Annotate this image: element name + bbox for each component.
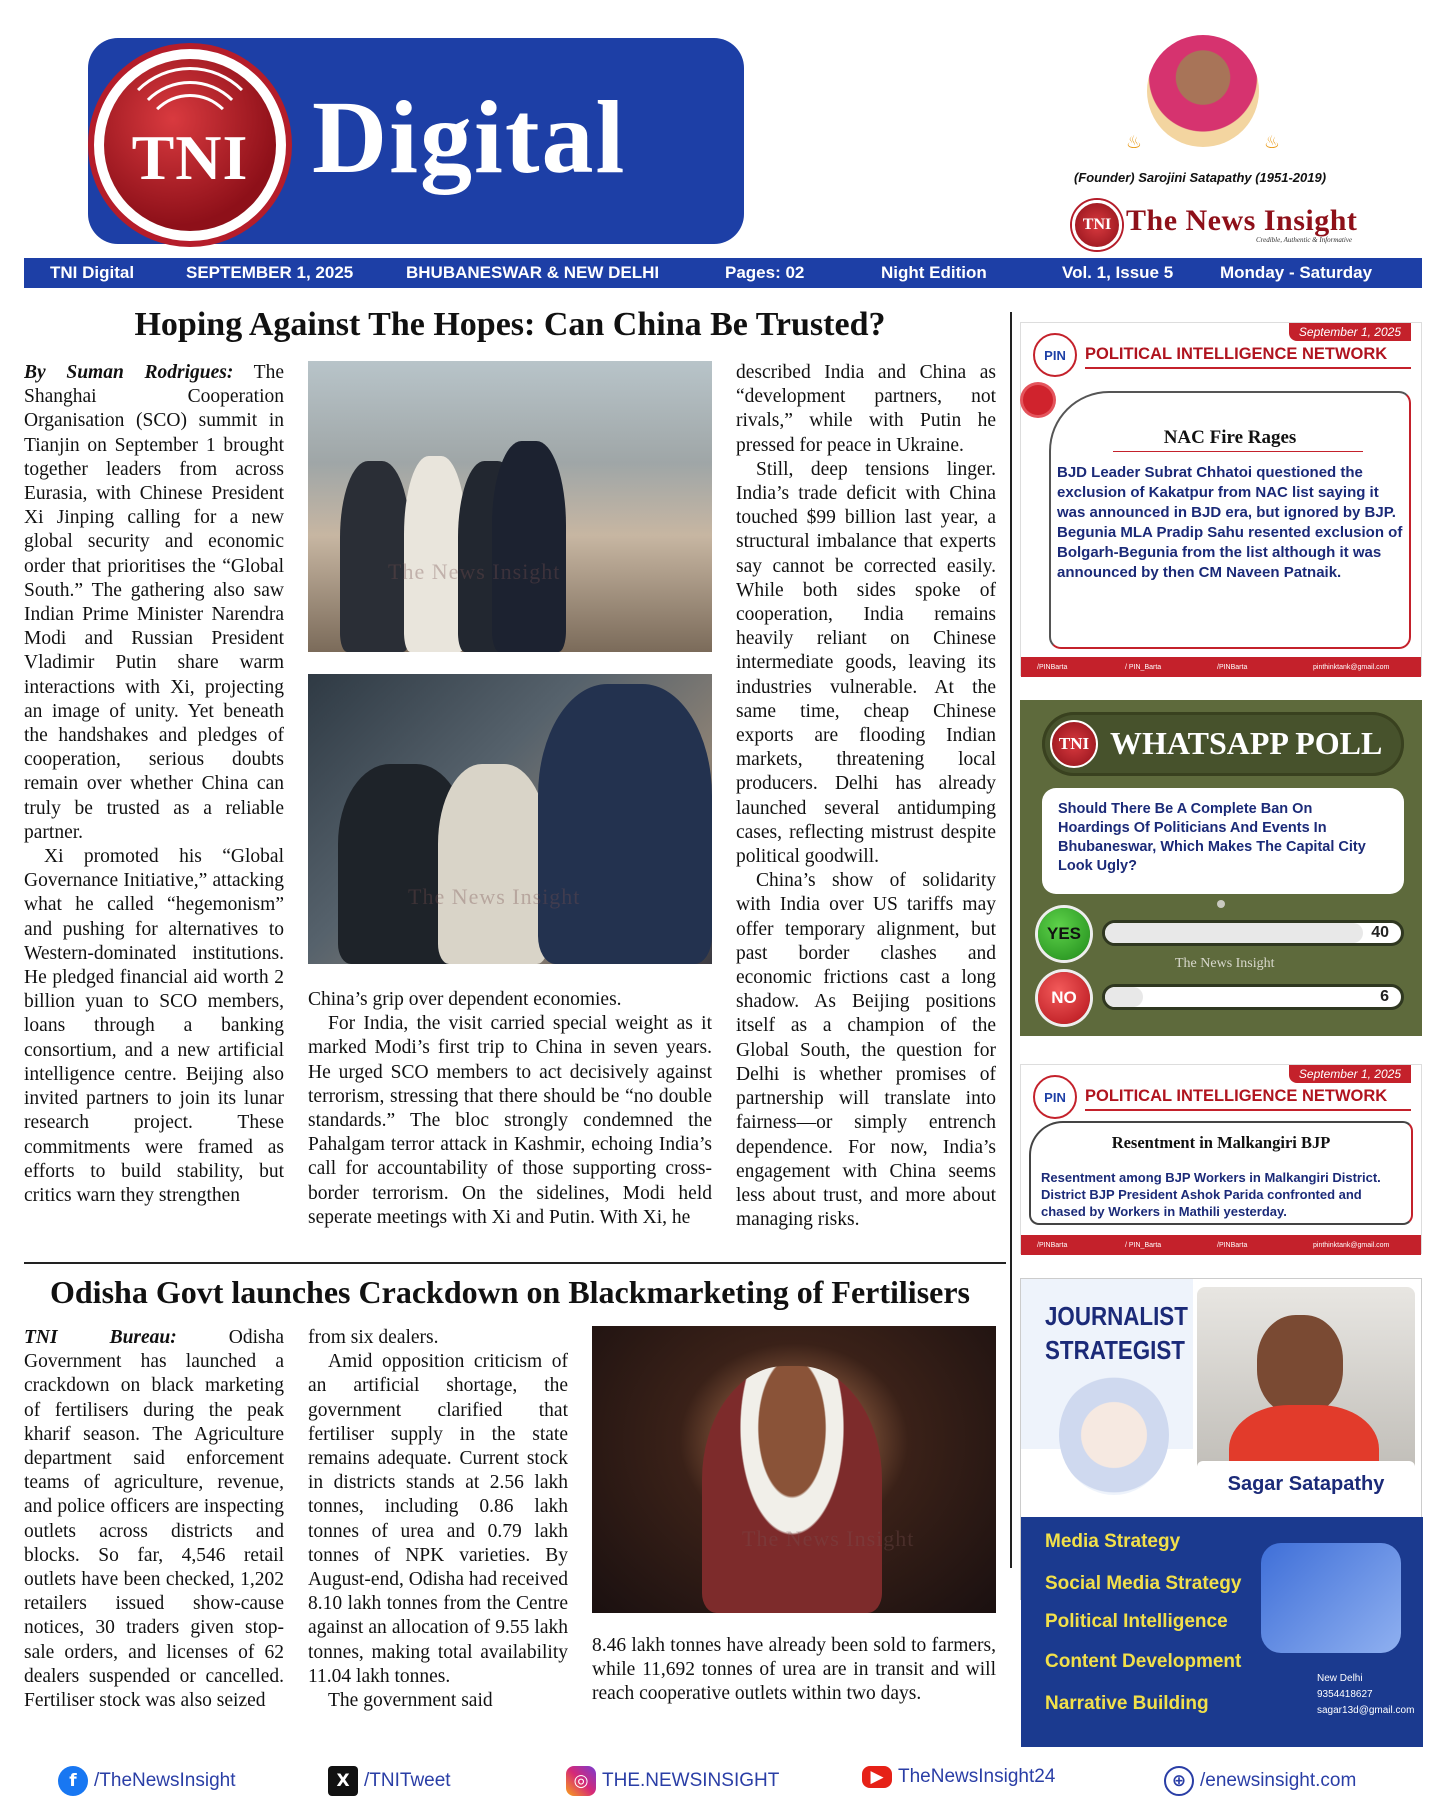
pin-underline — [1085, 367, 1411, 369]
article2-col2 — [308, 1326, 568, 1730]
pin-footer-email[interactable]: pinthinktank@gmail.com — [1313, 1241, 1390, 1249]
article1-col3-p2: Still, deep tensions linger. India’s trade deficit with China touched $99 billion last year, a structural imbalance that experts say cannot be corrected easily. While both sides spoke of cooperation, India remains heavily reliant on Chinese intermediate goods, leaving its industries vulnerable. At the same time, cheap Chinese exports are flooding Indian markets, threatening local producers. Delhi has already launched several antidumping cases, reflecting mistrust despite political goodwill. — [736, 458, 996, 868]
article2-byline: TNI Bureau: — [24, 1327, 177, 1348]
diya-lamp-icon: ♨ — [1263, 132, 1281, 153]
pin-footer-linkedin[interactable]: /PINBarta — [1217, 1241, 1248, 1249]
info-name: TNI Digital — [50, 263, 135, 282]
whatsapp-poll — [1020, 700, 1422, 1036]
ad-email: sagar13d@gmail.com — [1317, 1705, 1415, 1716]
pin-date: September 1, 2025 — [1289, 323, 1411, 341]
poll-question: Should There Be A Complete Ban On Hoardings Of Politicians And Events In Bhubaneswar, Which Makes The Capital City Look Ugly? — [1042, 788, 1404, 894]
pin-logo: PIN — [1033, 1075, 1077, 1119]
pin-body: Resentment among BJP Workers in Malkangiri District. District BJP President Ashok Parida confronted and chased by Workers in Mathili yesterday. — [1041, 1170, 1381, 1219]
article1-headline: Hoping Against The Hopes: Can China Be Trusted? — [134, 306, 886, 343]
summit-photo-walking — [308, 361, 712, 652]
ad-service-1: Media Strategy — [1045, 1531, 1181, 1552]
footer-website[interactable] — [1164, 1766, 1356, 1796]
article1-byline: By Suman Rodrigues: — [24, 362, 234, 383]
poll-yes-bar — [1102, 920, 1404, 946]
article2-col3-p1: 8.46 lakh tonnes have already been sold to farmers, while 11,692 tonnes of urea are in transit and will reach cooperative outlets within two days. — [592, 1635, 996, 1705]
globe-icon: ⊕ — [1164, 1766, 1194, 1796]
article1-col3-p3: China’s show of solidarity with India over US tariffs may offer temporary alignment, but past border clashes and economic frictions cast a long shadow. As Beijing positions itself as a champion of the Global South, the question for Delhi is whether promises of partnership will translate into fairness—or simply entrench dependence. For now, India’s engagement with China seems less about trust, and more about managing risks. — [736, 870, 996, 1231]
poll-no-bar — [1102, 984, 1404, 1010]
poll-yes-fill — [1105, 923, 1363, 943]
pin-footer-x[interactable]: / PIN_Barta — [1125, 1241, 1162, 1249]
facebook-icon: f — [58, 1766, 88, 1796]
poll-title: WHATSAPP POLL — [1110, 725, 1383, 761]
logo-text: TNI — [131, 122, 249, 193]
poll-dot-icon — [1217, 900, 1225, 908]
poll-no-button[interactable]: NO — [1038, 972, 1090, 1024]
footer-youtube-label: TheNewsInsight24 — [898, 1766, 1056, 1787]
footer-twitter-label: /TNITweet — [364, 1770, 451, 1791]
ad-location: New Delhi — [1317, 1673, 1363, 1684]
ad-name: Sagar Satapathy — [1197, 1461, 1415, 1507]
poll-watermark: The News Insight — [1175, 956, 1275, 971]
info-date: SEPTEMBER 1, 2025 — [186, 263, 354, 282]
info-pages: Pages: 02 — [725, 263, 805, 282]
poll-no-fill — [1105, 987, 1143, 1007]
x-icon: X — [328, 1766, 358, 1796]
social-footer — [0, 1758, 1440, 1798]
pin-footer-facebook[interactable]: /PINBarta — [1037, 1241, 1068, 1249]
pin-headline: Resentment in Malkangiri BJP — [1111, 1133, 1331, 1152]
brand-wordmark: The News Insight — [1126, 204, 1358, 237]
photo-watermark: The News Insight — [408, 884, 581, 909]
article1-col1-p2: Xi promoted his “Global Governance Initiative,” attacking what he called “hegemonism” and pushing for alternatives to Western-dominated institutions. He pledged financial aid worth 2 billion yuan to SCO members, loans through a banking consortium, and a new artificial intelligence centre. Beijing also invited partners to join its lunar research project. These commitments were framed as efforts to build stability, but critics warn they strengthen — [24, 846, 284, 1206]
ad-service-2: Social Media Strategy — [1045, 1573, 1242, 1594]
pin-underline — [1085, 1109, 1411, 1111]
article1-col1-p1: The Shanghai Cooperation Organisation (SCO) summit in Tianjin on September 1 brought together leaders from across Eurasia, with Chinese President Xi Jinping calling for a new global security and economic order that prioritises the “Global South.” The gathering also saw Indian Prime Minister Narendra Modi and Russian President Vladimir Putin share warm interactions with Xi, projecting an image of unity. Yet beneath the handshakes and pledges of cooperation, serious doubts remain over whether China can truly be trusted as a reliable partner. — [24, 362, 284, 843]
ad-service-5: Narrative Building — [1045, 1693, 1209, 1714]
photo-watermark: The News Insight — [388, 559, 561, 584]
pin-logo: PIN — [1033, 333, 1077, 377]
edition-info-bar — [24, 258, 1422, 288]
summit-photo-handshake — [308, 674, 712, 964]
pin-date: September 1, 2025 — [1289, 1065, 1411, 1083]
article2-headline: Odisha Govt launches Crackdown on Blackmarketing of Fertilisers — [49, 1274, 970, 1310]
pin-network-title: POLITICAL INTELLIGENCE NETWORK — [1085, 345, 1388, 363]
article2-col1 — [24, 1326, 284, 1730]
poll-tni-logo: TNI — [1050, 720, 1098, 768]
footer-facebook[interactable] — [58, 1766, 236, 1796]
poll-no-count: 6 — [1380, 988, 1389, 1005]
article1-col2-p2: For India, the visit carried special weight as it marked Modi’s first trip to China in seven years. He urged SCO members to act decisively against terrorism, stressing that there should be “no double standards.” The bloc strongly condemned the Pahalgam terror attack in Kashmir, echoing India’s call for accountability of those supporting cross- border terrorism. On the sidelines, Modi held seperate meetings with Xi and Putin. With Xi, he — [308, 1013, 712, 1228]
pin-news-card-2 — [1020, 1064, 1422, 1254]
info-location: BHUBANESWAR & NEW DELHI — [406, 263, 660, 282]
article1-col1 — [24, 361, 284, 1253]
pin-footer — [1021, 1235, 1421, 1255]
footer-instagram-label: THE.NEWSINSIGHT — [602, 1770, 780, 1791]
article1-col2-p1: China’s grip over dependent economies. — [308, 989, 622, 1010]
poll-yes-count: 40 — [1371, 924, 1389, 941]
pin-footer — [1021, 657, 1421, 677]
footer-website-label: /enewsinsight.com — [1200, 1770, 1357, 1791]
info-days: Monday - Saturday — [1220, 263, 1373, 282]
article2-col2-p2: Amid opposition criticism of an artificial shortage, the government clarified that fertiliser supply in the state remains adequate. Current stock in districts stands at 2.56 lakh tonnes, including 0.86 lakh tonnes of urea and 0.79 lakh tonnes of NPK varieties. By August-end, Odisha had received 8.10 lakh tonnes from the Centre against an allocation of 9.55 lakh tonnes, making total availability 11.04 lakh tonnes. — [308, 1351, 568, 1687]
brand-logo: TNI — [1072, 200, 1122, 250]
ballot-box-icon — [1059, 1375, 1169, 1495]
pin-footer-email[interactable]: pinthinktank@gmail.com — [1313, 663, 1390, 671]
diya-lamp-icon: ♨ — [1125, 132, 1143, 153]
footer-facebook-label: /TheNewsInsight — [94, 1770, 236, 1791]
instagram-icon: ◎ — [566, 1766, 596, 1796]
ad-heading-line2: STRATEGIST — [1045, 1335, 1185, 1365]
article2-col3 — [592, 1634, 996, 1734]
section-divider — [24, 1262, 1006, 1264]
ad-heading-line1: JOURNALIST — [1045, 1301, 1188, 1331]
founder-caption: (Founder) Sarojini Satapathy (1951-2019) — [1073, 170, 1327, 185]
pin-footer-linkedin[interactable]: /PINBarta — [1217, 663, 1248, 671]
column-divider — [1010, 312, 1012, 1568]
info-edition: Night Edition — [881, 263, 987, 282]
poll-yes-button[interactable]: YES — [1038, 908, 1090, 960]
footer-instagram[interactable] — [566, 1766, 779, 1796]
photo-watermark: The News Insight — [742, 1526, 915, 1551]
journalist-strategist-ad — [1020, 1278, 1422, 1716]
article2-col2-p1: from six dealers. — [308, 1327, 439, 1348]
founder-photo — [1147, 35, 1259, 147]
ad-heading — [1045, 1299, 1188, 1367]
tni-logo — [104, 59, 276, 231]
pin-news-card-1 — [1020, 322, 1422, 676]
pushpin-icon — [1023, 385, 1053, 415]
masthead-title: Digital — [312, 80, 627, 195]
pin-headline: NAC Fire Rages — [1163, 427, 1297, 448]
ad-service-3: Political Intelligence — [1045, 1611, 1228, 1632]
pin-body: BJD Leader Subrat Chhatoi questioned the exclusion of Kakatpur from NAC list saying it was announced in BJD era, but ignored by BJP. Begunia MLA Pradip Sahu resented exclusion of Bolgarh-Begunia from the list although it was announced by then CM Naveen Patnaik. — [1057, 464, 1403, 581]
article2-col1-p1: Odisha Government has launched a crackdown on black marketing of fertilisers during the peak kharif season. The Agriculture department said enforcement teams of agriculture, revenue, and police officers are inspecting outlets across districts and blocks. So far, 4,546 retail outlets have been checked, 1,202 retailers issued show-cause notices, 30 traders given stop-sale orders, and licenses of 62 dealers suspended or cancelled. Fertiliser stock was also seized — [24, 1327, 284, 1712]
info-volume: Vol. 1, Issue 5 — [1062, 263, 1174, 282]
ad-phone: 9354418627 — [1317, 1689, 1373, 1700]
minister-photo — [592, 1326, 996, 1613]
footer-twitter[interactable] — [328, 1766, 451, 1796]
ad-contact — [1317, 1671, 1414, 1719]
article1-col3-p1: described India and China as “development partners, not rivals,” while with Putin he pressed for peace in Ukraine. — [736, 362, 996, 456]
megaphone-phone-icon — [1261, 1543, 1401, 1653]
brand-tagline: Credible, Authentic & Informative — [1256, 236, 1353, 244]
article1-col3 — [736, 361, 996, 1253]
footer-youtube[interactable] — [862, 1766, 1055, 1788]
article2-col2-p3: The government said — [328, 1690, 493, 1712]
youtube-icon: ▶ — [862, 1766, 892, 1788]
pin-footer-x[interactable]: / PIN_Barta — [1125, 663, 1162, 671]
article1-col2 — [308, 988, 712, 1254]
pin-footer-facebook[interactable]: /PINBarta — [1037, 663, 1068, 671]
ad-service-4: Content Development — [1045, 1651, 1242, 1672]
pin-headline-underline — [1113, 451, 1363, 452]
pin-network-title: POLITICAL INTELLIGENCE NETWORK — [1085, 1087, 1388, 1105]
